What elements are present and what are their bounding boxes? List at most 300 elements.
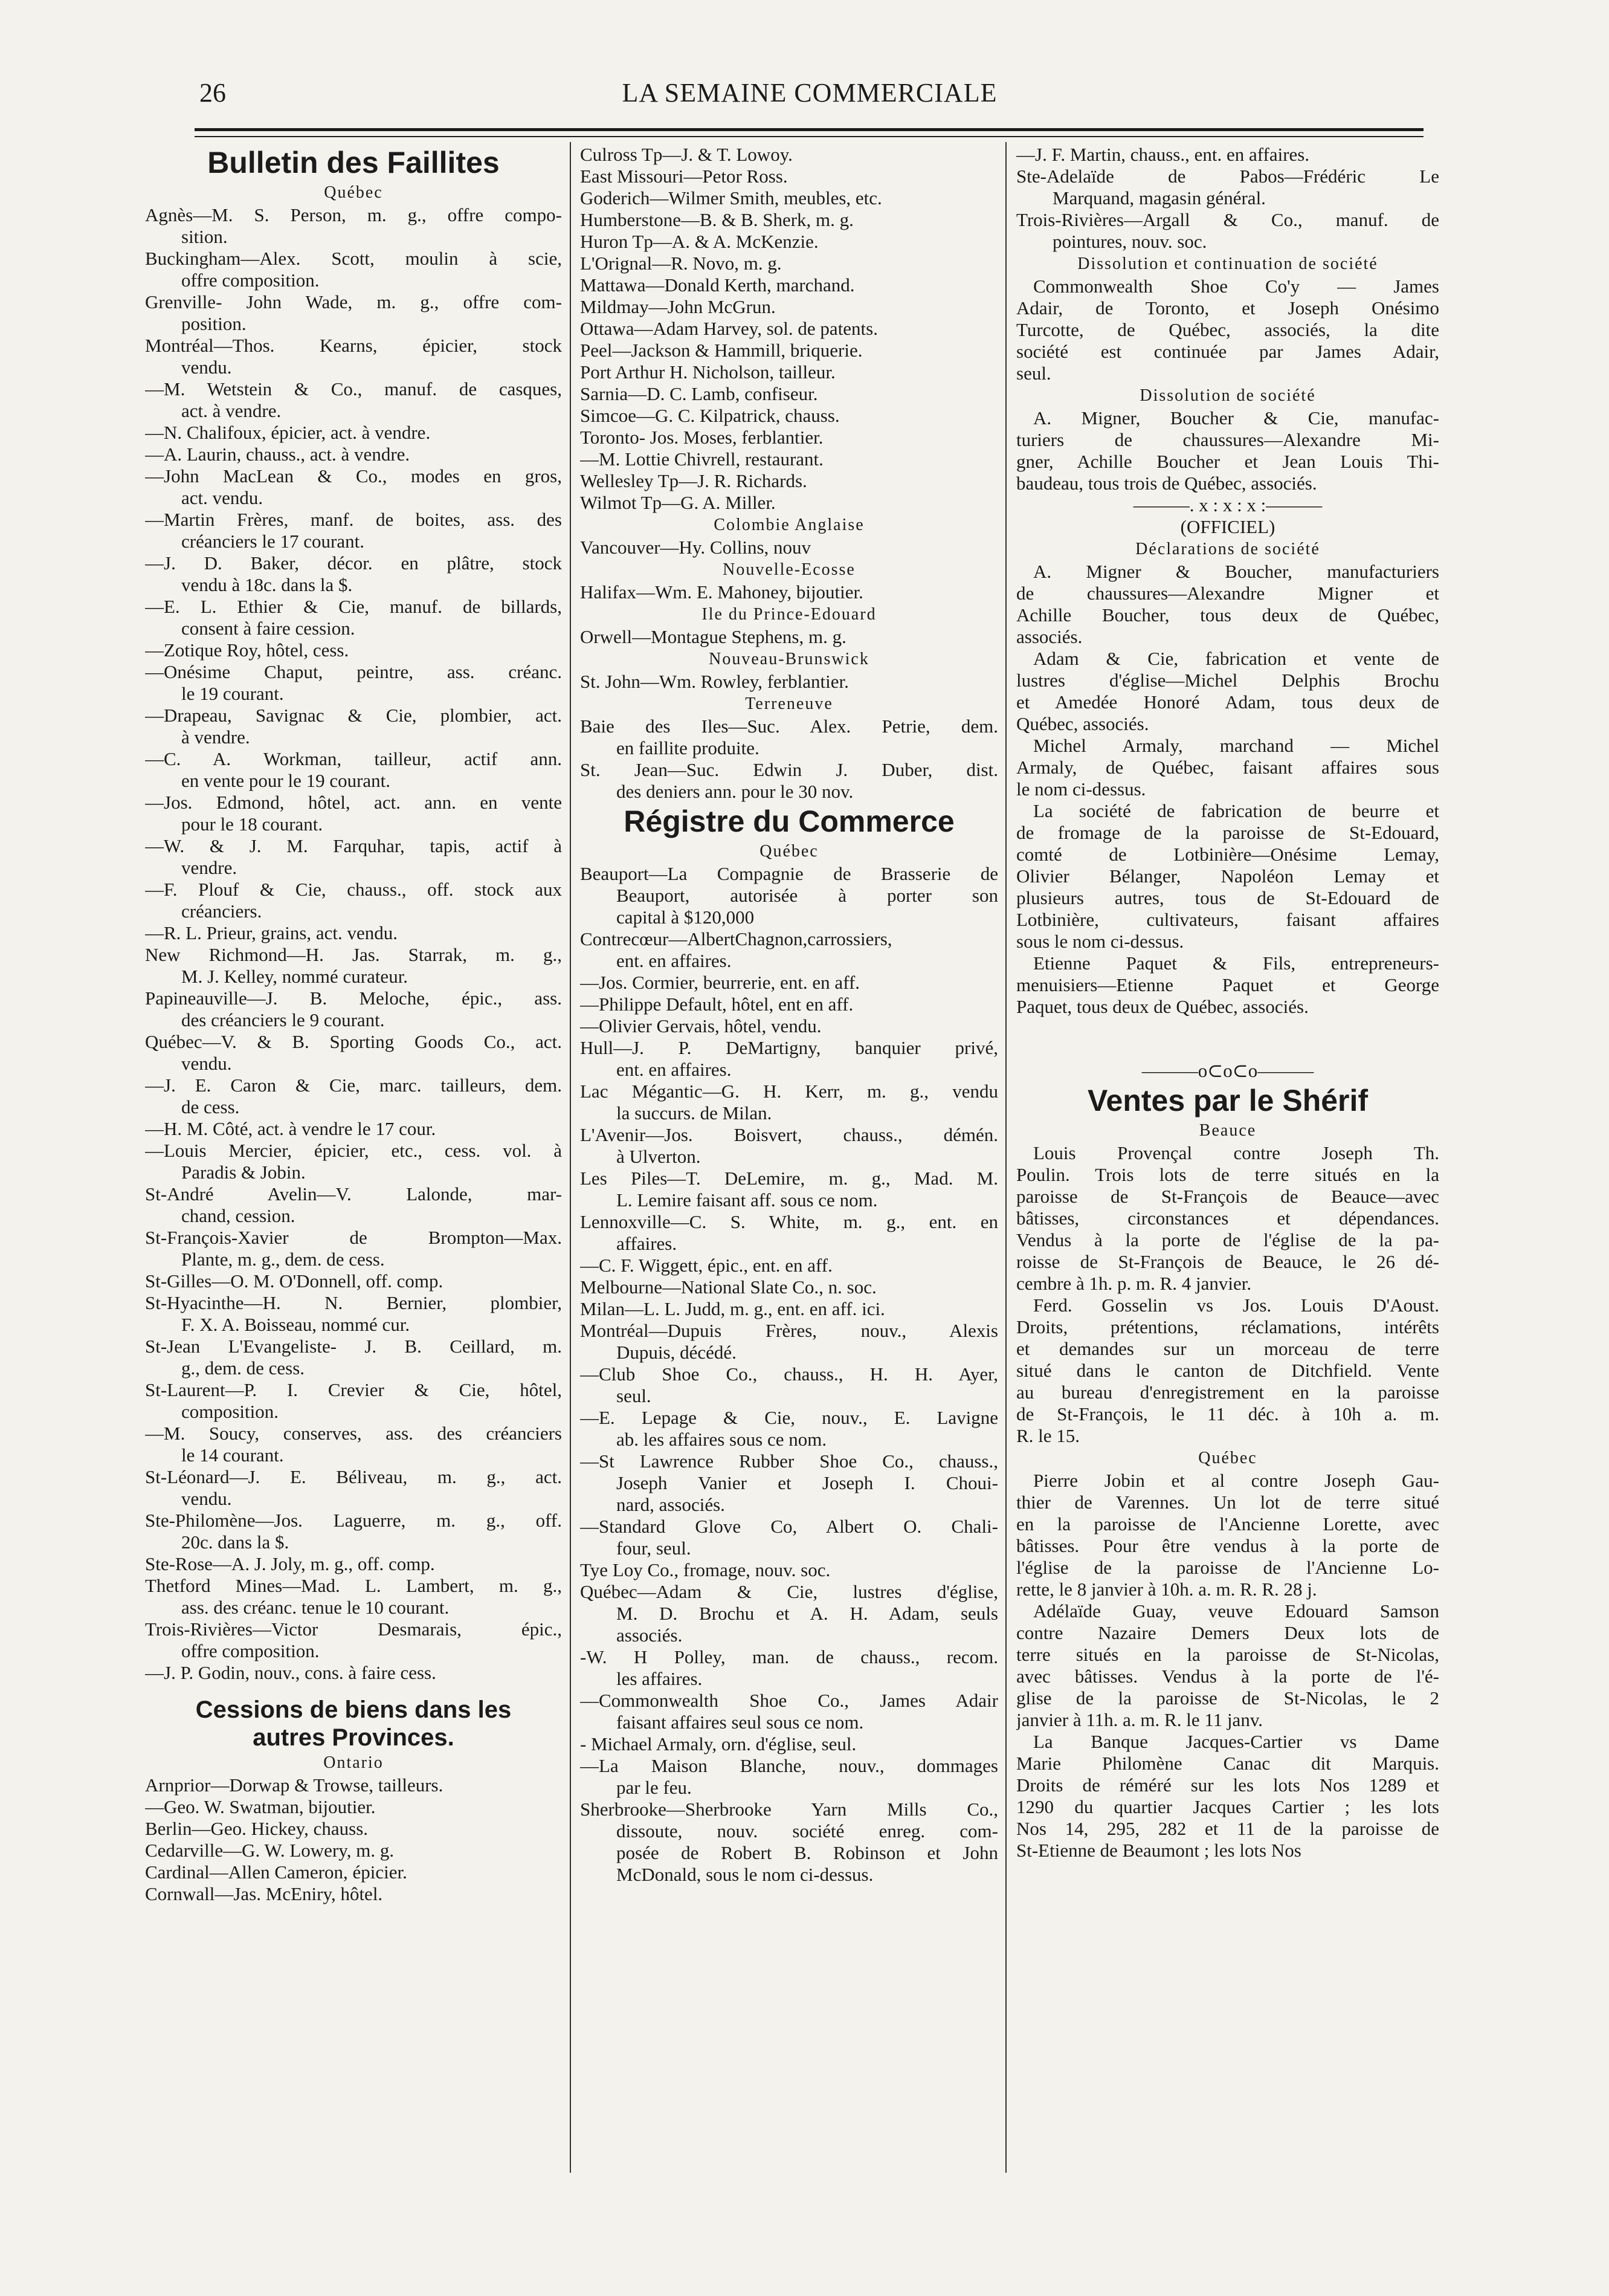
text-line: Beauport—La Compagnie de Brasserie de	[580, 863, 998, 884]
text-line: Olivier Bélanger, Napoléon Lemay et	[1016, 865, 1439, 887]
entry	[580, 1646, 998, 1690]
text-line: Humberstone—B. & B. Sherk, m. g.	[580, 209, 854, 230]
entry	[145, 1466, 562, 1510]
text-line: Wilmot Tp—G. A. Miller.	[580, 492, 776, 513]
text-line: Michel Armaly, marchand — Michel	[1033, 735, 1439, 756]
text-line: nard, associés.	[616, 1494, 725, 1515]
text-line: ent. en affaires.	[616, 950, 732, 971]
entry	[145, 444, 562, 465]
text-line: Ste-Adelaïde de Pabos—Frédéric Le	[1016, 166, 1439, 187]
entry	[580, 581, 998, 603]
text-line: en vente pour le 19 courant.	[181, 770, 391, 791]
entry	[580, 1516, 998, 1559]
text-line: composition.	[181, 1401, 279, 1422]
text-line: —J. D. Baker, décor. en plâtre, stock	[145, 552, 562, 574]
text-line: créanciers le 17 courant.	[181, 531, 364, 552]
text-line: plusieurs autres, tous de St-Edouard de	[1016, 887, 1439, 908]
text-line: St-Léonard—J. E. Béliveau, m. g., act.	[145, 1466, 562, 1487]
text-line: posée de Robert B. Robinson et John	[616, 1842, 998, 1863]
text-line: contre Nazaire Demers Deux lots de	[1016, 1622, 1439, 1643]
text-line: —Jos. Edmond, hôtel, act. ann. en vente	[145, 792, 562, 813]
text-line: Orwell—Montague Stephens, m. g.	[580, 626, 846, 647]
column-divider	[1005, 142, 1007, 2173]
entry	[580, 427, 998, 448]
entry	[145, 1510, 562, 1553]
text-line: —Onésime Chaput, peintre, ass. créanc.	[145, 661, 562, 682]
entry	[580, 187, 998, 209]
text-line: R. le 15.	[1016, 1425, 1080, 1446]
entry	[580, 1581, 998, 1646]
text-line: la succurs. de Milan.	[616, 1102, 772, 1124]
text-line: consent à faire cession.	[181, 618, 355, 639]
text-line: de chaussures—Alexandre Migner et	[1016, 583, 1439, 604]
paragraph	[1016, 800, 1439, 952]
text-line: —E. L. Ethier & Cie, manuf. de billards,	[145, 596, 562, 617]
text-line: Pierre Jobin et al contre Joseph Gau-	[1033, 1470, 1439, 1491]
text-line: chand, cession.	[181, 1205, 295, 1226]
spacer	[145, 1684, 562, 1696]
entry	[580, 1320, 998, 1363]
entry	[580, 470, 998, 492]
entry	[145, 705, 562, 748]
entry	[580, 209, 998, 231]
text-line: Louis Provençal contre Joseph Th.	[1033, 1142, 1439, 1163]
text-line: de cess.	[181, 1096, 240, 1117]
text-line: Dupuis, décédé.	[616, 1342, 737, 1363]
entry	[145, 552, 562, 596]
text-line: des créanciers le 9 courant.	[181, 1009, 385, 1030]
entry	[145, 1840, 562, 1861]
text-line: Goderich—Wilmer Smith, meubles, etc.	[580, 187, 882, 209]
entry	[580, 274, 998, 296]
column-1	[145, 144, 562, 2162]
text-line: Wellesley Tp—J. R. Richards.	[580, 470, 807, 491]
text-line: Plante, m. g., dem. de cess.	[181, 1249, 385, 1270]
region-heading: Ontario	[323, 1753, 384, 1772]
text-line: —M. Lottie Chivrell, restaurant.	[580, 448, 824, 470]
text-line: La Banque Jacques-Cartier vs Dame	[1033, 1731, 1439, 1752]
text-line: —Jos. Cormier, beurrerie, ent. en aff.	[580, 972, 860, 993]
entry	[580, 253, 998, 274]
text-line: associés.	[616, 1625, 683, 1646]
text-line: seul.	[1016, 363, 1051, 384]
text-line: —M. Wetstein & Co., manuf. de casques,	[145, 378, 562, 399]
section-heading: Bulletin des Faillites	[207, 146, 500, 179]
text-line: —John MacLean & Co., modes en gros,	[145, 465, 562, 487]
text-line: —C. F. Wiggett, épic., ent. en aff.	[580, 1255, 833, 1276]
entry	[145, 378, 562, 422]
entry	[145, 1075, 562, 1118]
text-line: et Amedée Honoré Adam, tous deux de	[1016, 691, 1439, 713]
entry	[580, 1276, 998, 1298]
text-line: —St Lawrence Rubber Shoe Co., chauss.,	[580, 1450, 998, 1472]
entry	[145, 509, 562, 552]
text-line: —A. Laurin, chauss., act. à vendre.	[145, 444, 410, 465]
text-line: ent. en affaires.	[616, 1059, 732, 1080]
region-heading: Québec	[759, 842, 819, 861]
text-line: Cedarville—G. W. Lowery, m. g.	[145, 1840, 395, 1861]
text-line: seul.	[616, 1385, 651, 1406]
text-line: affaires.	[616, 1233, 677, 1254]
centered-line: (OFFICIEL)	[1180, 516, 1275, 537]
text-line: Peel—Jackson & Hammill, briquerie.	[580, 340, 863, 361]
text-line: bâtisses. Pour être vendus à la porte de	[1016, 1535, 1439, 1556]
text-line: Droits, prétentions, réclamations, intérêts	[1016, 1316, 1439, 1337]
text-line: —Standard Glove Co, Albert O. Chali-	[580, 1516, 998, 1537]
text-line: gner, Achille Boucher et Jean Louis Thi-	[1016, 451, 1439, 472]
text-line: Beauport, autorisée à porter son	[616, 885, 998, 906]
entry	[580, 361, 998, 383]
text-line: Paradis & Jobin.	[181, 1162, 306, 1183]
text-line: Poulin. Trois lots de terre situés en la	[1016, 1164, 1439, 1185]
text-line: par le feu.	[616, 1777, 692, 1798]
text-line: —Zotique Roy, hôtel, cess.	[145, 639, 349, 661]
entry	[580, 994, 998, 1015]
paragraph	[1016, 276, 1439, 384]
entry	[580, 537, 998, 558]
text-line: —W. & J. M. Farquhar, tapis, actif à	[145, 835, 562, 856]
entry	[145, 1118, 562, 1140]
region-heading: Nouvelle-Ecosse	[723, 560, 856, 579]
text-line: vendu.	[181, 1488, 232, 1509]
entry	[580, 972, 998, 994]
entry	[580, 759, 998, 803]
text-line: ass. des créanc. tenue le 10 courant.	[181, 1597, 450, 1618]
entry	[145, 1183, 562, 1227]
entry	[145, 422, 562, 444]
text-line: Québec—Adam & Cie, lustres d'église,	[580, 1581, 998, 1602]
entry	[1016, 144, 1439, 166]
section-heading: Régistre du Commerce	[624, 804, 955, 838]
text-line: —H. M. Côté, act. à vendre le 17 cour.	[145, 1118, 436, 1139]
running-title: LA SEMAINE COMMERCIALE	[622, 78, 998, 108]
text-line: L'Orignal—R. Novo, m. g.	[580, 253, 782, 274]
entry	[580, 1124, 998, 1168]
entry	[145, 879, 562, 922]
entry	[580, 166, 998, 187]
text-line: act. vendu.	[181, 487, 263, 508]
text-line: St-François-Xavier de Brompton—Max.	[145, 1227, 562, 1248]
text-line: Mattawa—Donald Kerth, marchand.	[580, 274, 855, 296]
spacer	[1016, 1018, 1439, 1060]
entry	[145, 835, 562, 879]
text-line: vendu.	[181, 1053, 232, 1074]
text-line: St-Etienne de Beaumont ; les lots Nos	[1016, 1840, 1301, 1861]
entry	[580, 318, 998, 340]
region-heading: Québec	[324, 183, 383, 202]
text-line: -W. H Polley, man. de chauss., recom.	[580, 1646, 998, 1667]
text-line: Marquand, magasin général.	[1053, 187, 1266, 209]
region-heading: Colombie Anglaise	[714, 516, 865, 534]
entry	[580, 1211, 998, 1255]
entry	[145, 1270, 562, 1292]
text-line: —F. Plouf & Cie, chauss., off. stock aux	[145, 879, 562, 900]
centered-line: ———o⊂o⊂o———	[1141, 1060, 1314, 1081]
entry	[145, 1662, 562, 1684]
entry	[1016, 209, 1439, 253]
page-number: 26	[199, 78, 226, 108]
text-line: La société de fabrication de beurre et	[1033, 800, 1439, 821]
entry	[145, 1292, 562, 1336]
text-line: Vancouver—Hy. Collins, nouv	[580, 537, 811, 558]
region-heading: Déclarations de société	[1135, 540, 1320, 558]
entry	[145, 291, 562, 335]
text-line: rette, le 8 janvier à 10h. a. m. R. R. 28 j.	[1016, 1579, 1317, 1600]
entry	[145, 1774, 562, 1796]
text-line: Droits de réméré sur les lots Nos 1289 et	[1016, 1774, 1439, 1796]
text-line: Trois-Rivières—Argall & Co., manuf. de	[1016, 209, 1439, 230]
text-line: St-Hyacinthe—H. N. Bernier, plombier,	[145, 1292, 562, 1313]
text-line: St-Jean L'Evangeliste- J. B. Ceillard, m.	[145, 1336, 562, 1357]
entry	[580, 340, 998, 361]
text-line: M. D. Brochu et A. H. Adam, seuls	[616, 1603, 998, 1624]
text-line: baudeau, tous trois de Québec, associés.	[1016, 473, 1317, 494]
text-line: société est continuée par James Adair,	[1016, 341, 1439, 362]
text-line: McDonald, sous le nom ci-dessus.	[616, 1864, 874, 1885]
text-line: le 14 courant.	[181, 1444, 284, 1466]
entry	[580, 1363, 998, 1407]
text-line: avec bâtisses. Vendus à la porte de l'é-	[1016, 1666, 1439, 1687]
text-line: des deniers ann. pour le 30 nov.	[616, 781, 854, 802]
entry	[145, 1619, 562, 1662]
text-line: Halifax—Wm. E. Mahoney, bijoutier.	[580, 581, 863, 603]
text-line: —Drapeau, Savignac & Cie, plombier, act.	[145, 705, 562, 726]
text-line: Commonwealth Shoe Co'y — James	[1033, 276, 1439, 297]
section-heading: Ventes par le Shérif	[1087, 1084, 1369, 1117]
text-line: sition.	[181, 226, 228, 247]
entry	[145, 1553, 562, 1575]
text-line: Cornwall—Jas. McEniry, hôtel.	[145, 1883, 383, 1904]
text-line: —J. E. Caron & Cie, marc. tailleurs, dem.	[145, 1075, 562, 1096]
region-heading: Beauce	[1199, 1121, 1257, 1140]
text-line: le nom ci-dessus.	[1016, 778, 1146, 800]
text-line: Berlin—Geo. Hickey, chauss.	[145, 1818, 369, 1839]
entry	[580, 448, 998, 470]
text-line: New Richmond—H. Jas. Starrak, m. g.,	[145, 944, 562, 965]
text-line: Achille Boucher, tous deux de Québec,	[1016, 604, 1439, 626]
text-line: —Martin Frères, manf. de boites, ass. des	[145, 509, 562, 530]
text-line: Baie des Iles—Suc. Alex. Petrie, dem.	[580, 716, 998, 737]
region-heading: Dissolution de société	[1140, 386, 1316, 405]
text-line: —J. P. Godin, nouv., cons. à faire cess.	[145, 1662, 436, 1683]
entry	[145, 1883, 562, 1905]
paragraph	[1016, 561, 1439, 648]
text-line: —La Maison Blanche, nouv., dommages	[580, 1755, 998, 1776]
text-line: Québec, associés.	[1016, 713, 1149, 734]
text-line: créanciers.	[181, 901, 262, 922]
text-line: Hull—J. P. DeMartigny, banquier privé,	[580, 1037, 998, 1058]
heading-line: autres Provinces.	[253, 1724, 454, 1751]
entry	[580, 383, 998, 405]
text-line: Papineauville—J. B. Meloche, épic., ass.	[145, 988, 562, 1009]
text-line: le 19 courant.	[181, 683, 284, 704]
entry	[145, 204, 562, 248]
entry	[145, 1336, 562, 1379]
entry	[580, 1255, 998, 1276]
region-heading: Terreneuve	[745, 694, 833, 713]
entry	[580, 1298, 998, 1320]
text-line: Contrecœur—AlbertChagnon,carrossiers,	[580, 928, 892, 949]
entry	[580, 863, 998, 928]
text-line: Buckingham—Alex. Scott, moulin à scie,	[145, 248, 562, 269]
entry	[580, 405, 998, 427]
entry	[1016, 166, 1439, 209]
centered-line: ———. x : x : x :———	[1133, 494, 1323, 516]
entry	[580, 1450, 998, 1516]
text-line: Toronto- Jos. Moses, ferblantier.	[580, 427, 824, 448]
text-line: Les Piles—T. DeLemire, m. g., Mad. M.	[580, 1168, 998, 1189]
entry	[580, 231, 998, 253]
entry	[580, 1015, 998, 1037]
entry	[580, 1081, 998, 1124]
text-line: Québec—V. & B. Sporting Goods Co., act.	[145, 1031, 562, 1052]
text-line: paroisse de St-François de Beauce—avec	[1016, 1186, 1439, 1207]
text-line: janvier à 11h. a. m. R. le 11 janv.	[1016, 1709, 1263, 1730]
text-line: 20c. dans la $.	[181, 1531, 289, 1553]
text-line: Mildmay—John McGrun.	[580, 296, 776, 317]
text-line: au bureau d'enregistrement en la paroisse	[1016, 1382, 1439, 1403]
entry	[145, 1861, 562, 1883]
text-line: Lotbinière, cultivateurs, faisant affaires	[1016, 909, 1439, 930]
text-line: Armaly, de Québec, faisant affaires sous	[1016, 757, 1439, 778]
text-line: act. à vendre.	[181, 400, 282, 421]
text-line: Nos 14, 295, 282 et 11 de la paroisse de	[1016, 1818, 1439, 1839]
text-line: glise de la paroisse de St-Nicolas, le 2	[1016, 1687, 1439, 1709]
paragraph	[1016, 735, 1439, 800]
text-line: Sherbrooke—Sherbrooke Yarn Mills Co.,	[580, 1799, 998, 1820]
text-line: St-Gilles—O. M. O'Donnell, off. comp.	[145, 1270, 443, 1292]
paragraph	[1016, 1142, 1439, 1295]
text-line: comté de Lotbinière—Onésime Lemay,	[1016, 844, 1439, 865]
entry	[580, 1799, 998, 1886]
text-line: faisant affaires seul sous ce nom.	[616, 1712, 864, 1733]
entry	[580, 1733, 998, 1755]
entry	[580, 1037, 998, 1081]
text-line: —R. L. Prieur, grains, act. vendu.	[145, 922, 398, 943]
text-line: Montréal—Dupuis Frères, nouv., Alexis	[580, 1320, 998, 1341]
text-line: St. John—Wm. Rowley, ferblantier.	[580, 671, 849, 692]
text-line: Turcotte, de Québec, associés, la dite	[1016, 319, 1439, 340]
text-line: East Missouri—Petor Ross.	[580, 166, 788, 187]
text-line: Lennoxville—C. S. White, m. g., ent. en	[580, 1211, 998, 1232]
paragraph	[1016, 1600, 1439, 1731]
paragraph	[1016, 1295, 1439, 1447]
text-line: Ottawa—Adam Harvey, sol. de patents.	[580, 318, 878, 339]
text-line: turiers de chaussures—Alexandre Mi-	[1016, 429, 1439, 450]
text-line: en faillite produite.	[616, 737, 759, 758]
text-line: à Ulverton.	[616, 1146, 701, 1167]
text-line: Paquet, tous deux de Québec, associés.	[1016, 996, 1309, 1017]
column-divider	[570, 142, 571, 2173]
text-line: —J. F. Martin, chauss., ent. en affaires.	[1016, 144, 1310, 165]
entry	[145, 596, 562, 639]
text-line: Agnès—M. S. Person, m. g., offre compo-	[145, 204, 562, 225]
text-line: de St-François, le 11 déc. à 10h a. m.	[1016, 1403, 1439, 1424]
text-line: ab. les affaires sous ce nom.	[616, 1429, 827, 1450]
text-line: Simcoe—G. C. Kilpatrick, chauss.	[580, 405, 840, 426]
text-line: Tye Loy Co., fromage, nouv. soc.	[580, 1559, 831, 1580]
text-line: Montréal—Thos. Kearns, épicier, stock	[145, 335, 562, 356]
entry	[145, 1423, 562, 1466]
text-line: Grenville- John Wade, m. g., offre com-	[145, 291, 562, 312]
entry	[580, 1168, 998, 1211]
text-line: l'église de la paroisse de l'Ancienne Lo-	[1016, 1557, 1439, 1578]
text-line: Milan—L. L. Judd, m. g., ent. en aff. ici.	[580, 1298, 885, 1319]
page-header	[199, 77, 1420, 114]
entry	[580, 671, 998, 693]
entry	[145, 335, 562, 378]
text-line: Etienne Paquet & Fils, entrepreneurs-	[1033, 952, 1439, 974]
text-line: Adélaïde Guay, veuve Edouard Samson	[1033, 1600, 1439, 1622]
text-line: roisse de St-François de Beauce, le 26 dé-	[1016, 1251, 1439, 1272]
entry	[145, 248, 562, 291]
entry	[580, 144, 998, 166]
text-line: capital à $120,000	[616, 907, 755, 928]
text-line: vendu.	[181, 357, 232, 378]
text-line: Trois-Rivières—Victor Desmarais, épic.,	[145, 1619, 562, 1640]
entry	[580, 928, 998, 972]
text-line: à vendre.	[181, 726, 250, 748]
text-line: —Olivier Gervais, hôtel, vendu.	[580, 1015, 822, 1036]
text-line: Ste-Philomène—Jos. Laguerre, m. g., off.	[145, 1510, 562, 1531]
text-line: Vendus à la porte de l'église de la pa-	[1016, 1229, 1439, 1250]
text-line: Joseph Vanier et Joseph I. Choui-	[616, 1472, 998, 1493]
text-line: et demandes sur un morceau de terre	[1016, 1338, 1439, 1359]
text-line: A. Migner & Boucher, manufacturiers	[1033, 561, 1439, 582]
entry	[580, 1407, 998, 1450]
paragraph	[1016, 407, 1439, 494]
entry	[145, 1379, 562, 1423]
entry	[145, 922, 562, 944]
text-line: g., dem. de cess.	[181, 1357, 305, 1379]
paragraph	[1016, 1470, 1439, 1600]
text-line: L. Lemire faisant aff. sous ce nom.	[616, 1189, 878, 1211]
entry	[145, 1818, 562, 1840]
text-line: menuisiers—Etienne Paquet et George	[1016, 974, 1439, 995]
text-line: thier de Varennes. Un lot de terre situé	[1016, 1492, 1439, 1513]
heading-line: Cessions de biens dans les	[195, 1696, 512, 1723]
text-line: Adair, de Toronto, et Joseph Onésimo	[1016, 297, 1439, 319]
text-line: dissoute, nouv. société enreg. com-	[616, 1820, 998, 1842]
text-line: M. J. Kelley, nommé curateur.	[181, 966, 408, 987]
entry	[580, 296, 998, 318]
text-line: —C. A. Workman, tailleur, actif ann.	[145, 748, 562, 769]
text-line: Sarnia—D. C. Lamb, confiseur.	[580, 383, 818, 404]
region-heading: Dissolution et continuation de société	[1077, 254, 1378, 273]
text-line: —Geo. W. Swatman, bijoutier.	[145, 1796, 376, 1817]
text-line: lustres d'église—Michel Delphis Brochu	[1016, 670, 1439, 691]
paragraph	[1016, 648, 1439, 735]
entry	[145, 661, 562, 705]
entry	[145, 1575, 562, 1619]
entry	[145, 465, 562, 509]
text-line: bâtisses, circonstances et dépendances.	[1016, 1208, 1439, 1229]
entry	[145, 944, 562, 988]
text-line: pour le 18 courant.	[181, 813, 323, 835]
text-line: Arnprior—Dorwap & Trowse, tailleurs.	[145, 1774, 443, 1796]
text-line: Marie Philomène Canac dit Marquis.	[1016, 1753, 1439, 1774]
text-line: position.	[181, 313, 247, 334]
text-line: Cardinal—Allen Cameron, épicier.	[145, 1861, 407, 1883]
text-line: —M. Soucy, conserves, ass. des créanciers	[145, 1423, 562, 1444]
text-line: Ste-Rose—A. J. Joly, m. g., off. comp.	[145, 1553, 435, 1574]
text-line: cembre à 1h. p. m. R. 4 janvier.	[1016, 1273, 1252, 1294]
entry	[580, 1690, 998, 1733]
text-line: Huron Tp—A. & A. McKenzie.	[580, 231, 819, 252]
text-line: terre situés en la paroisse de St-Nicolas,	[1016, 1644, 1439, 1665]
text-line: F. X. A. Boisseau, nommé cur.	[181, 1314, 410, 1335]
text-line: de fromage de la paroisse de St-Edouard,	[1016, 822, 1439, 843]
